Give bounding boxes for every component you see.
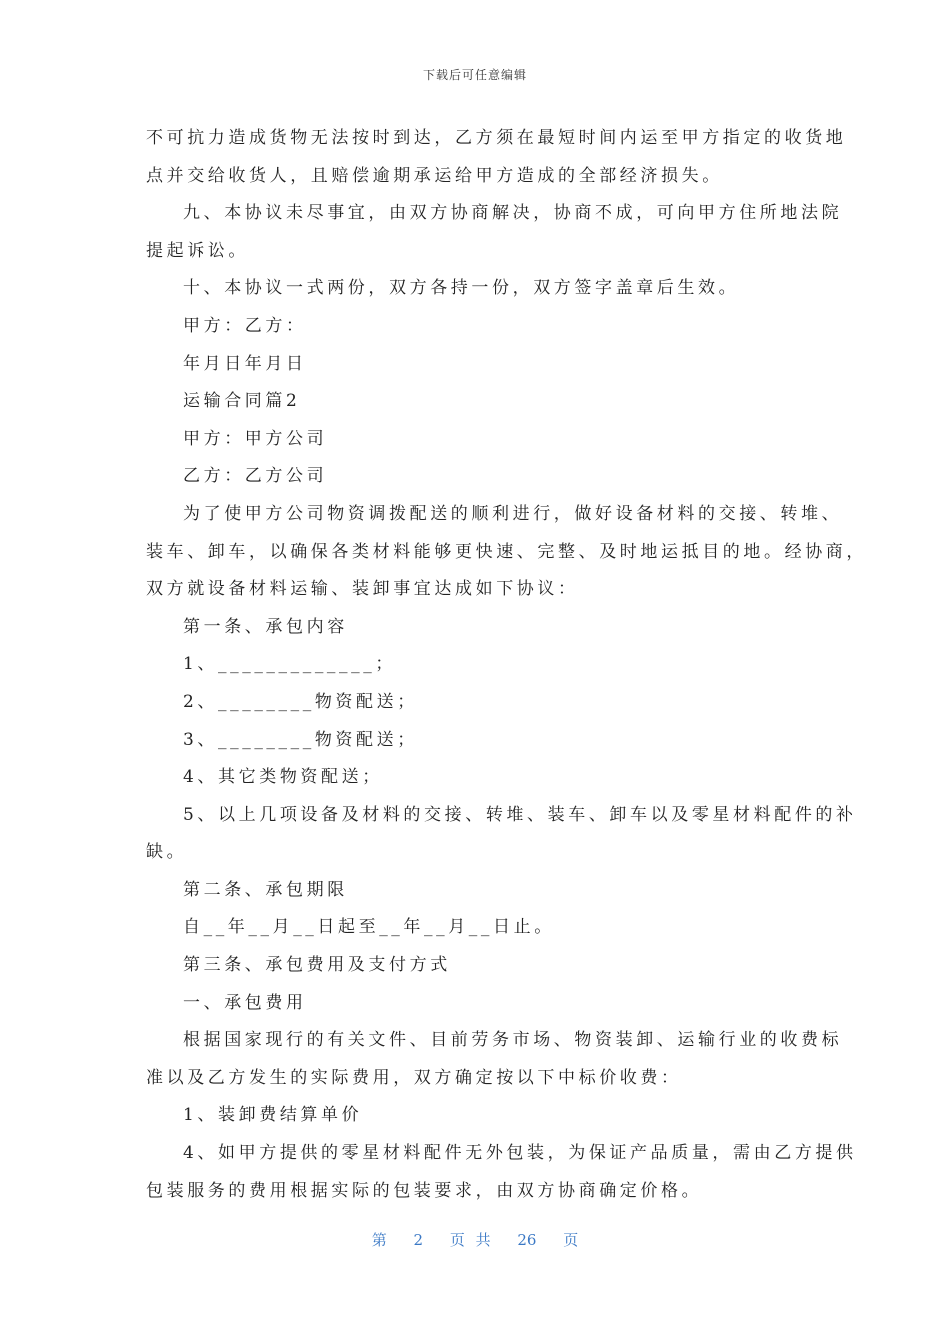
term-period: 自__年__月__日起至__年__月__日止。 xyxy=(183,917,555,938)
footer-total-pages: 26 xyxy=(517,1231,537,1249)
fee-basis-line: 准以及乙方发生的实际费用，双方确定按以下中标价收费： xyxy=(146,1067,682,1088)
signature-parties: 甲方：乙方： xyxy=(183,315,307,336)
list-item: 2、________物资配送； xyxy=(183,691,418,712)
preamble-line: 装车、卸车，以确保各类材料能够更快速、完整、及时地运抵目的地。经协商， xyxy=(146,541,867,562)
list-item-continuation: 缺。 xyxy=(146,842,188,863)
body-line-continuation: 不可抗力造成货物无法按时到达，乙方须在最短时间内运至甲方指定的收货地 xyxy=(146,128,847,148)
preamble-line: 双方就设备材料运输、装卸事宜达成如下协议： xyxy=(146,579,579,600)
article-one-heading: 第一条、承包内容 xyxy=(183,616,348,637)
fee-basis-line: 根据国家现行的有关文件、目前劳务市场、物资装卸、运输行业的收费标 xyxy=(183,1030,843,1051)
preamble-line: 为了使甲方公司物资调拨配送的顺利进行，做好设备材料的交接、转堆、 xyxy=(183,503,843,524)
footer-ye-gong: 页 共 xyxy=(449,1231,491,1249)
list-item: 1、装卸费结算单价 xyxy=(183,1105,363,1126)
packaging-line: 包装服务的费用根据实际的包装要求，由双方协商确定价格。 xyxy=(146,1180,703,1201)
footer-ye: 页 xyxy=(563,1231,579,1249)
body-line-continuation: 点并交给收货人，且赔偿逾期承运给甲方造成的全部经济损失。 xyxy=(146,165,723,186)
list-item: 4、其它类物资配送； xyxy=(183,767,383,788)
packaging-line: 4、如甲方提供的零星材料配件无外包装，为保证产品质量，需由乙方提供 xyxy=(183,1143,857,1164)
footer-di: 第 xyxy=(371,1231,387,1249)
document-body xyxy=(146,120,867,1210)
clause-nine: 九、本协议未尽事宜，由双方协商解决，协商不成，可向甲方住所地法院 xyxy=(183,203,843,224)
list-item: 3、________物资配送； xyxy=(183,729,418,750)
list-item: 5、以上几项设备及材料的交接、转堆、装车、卸车以及零星材料配件的补 xyxy=(183,804,857,825)
clause-nine-continuation: 提起诉讼。 xyxy=(146,240,249,261)
page-header: 下载后可任意编辑 xyxy=(422,68,527,82)
list-item: 1、_____________； xyxy=(183,654,396,675)
article-three-heading: 第三条、承包费用及支付方式 xyxy=(183,955,451,976)
page-footer xyxy=(0,1229,950,1250)
signature-dates: 年月日年月日 xyxy=(183,353,307,374)
article-two-heading: 第二条、承包期限 xyxy=(183,879,348,900)
clause-ten: 十、本协议一式两份，双方各持一份，双方签字盖章后生效。 xyxy=(183,278,740,299)
footer-page-number: 2 xyxy=(413,1231,424,1249)
party-b: 乙方：乙方公司 xyxy=(183,466,328,487)
party-a: 甲方：甲方公司 xyxy=(183,428,328,449)
subsection-heading: 一、承包费用 xyxy=(183,992,307,1013)
section-title: 运输合同篇2 xyxy=(183,391,301,412)
